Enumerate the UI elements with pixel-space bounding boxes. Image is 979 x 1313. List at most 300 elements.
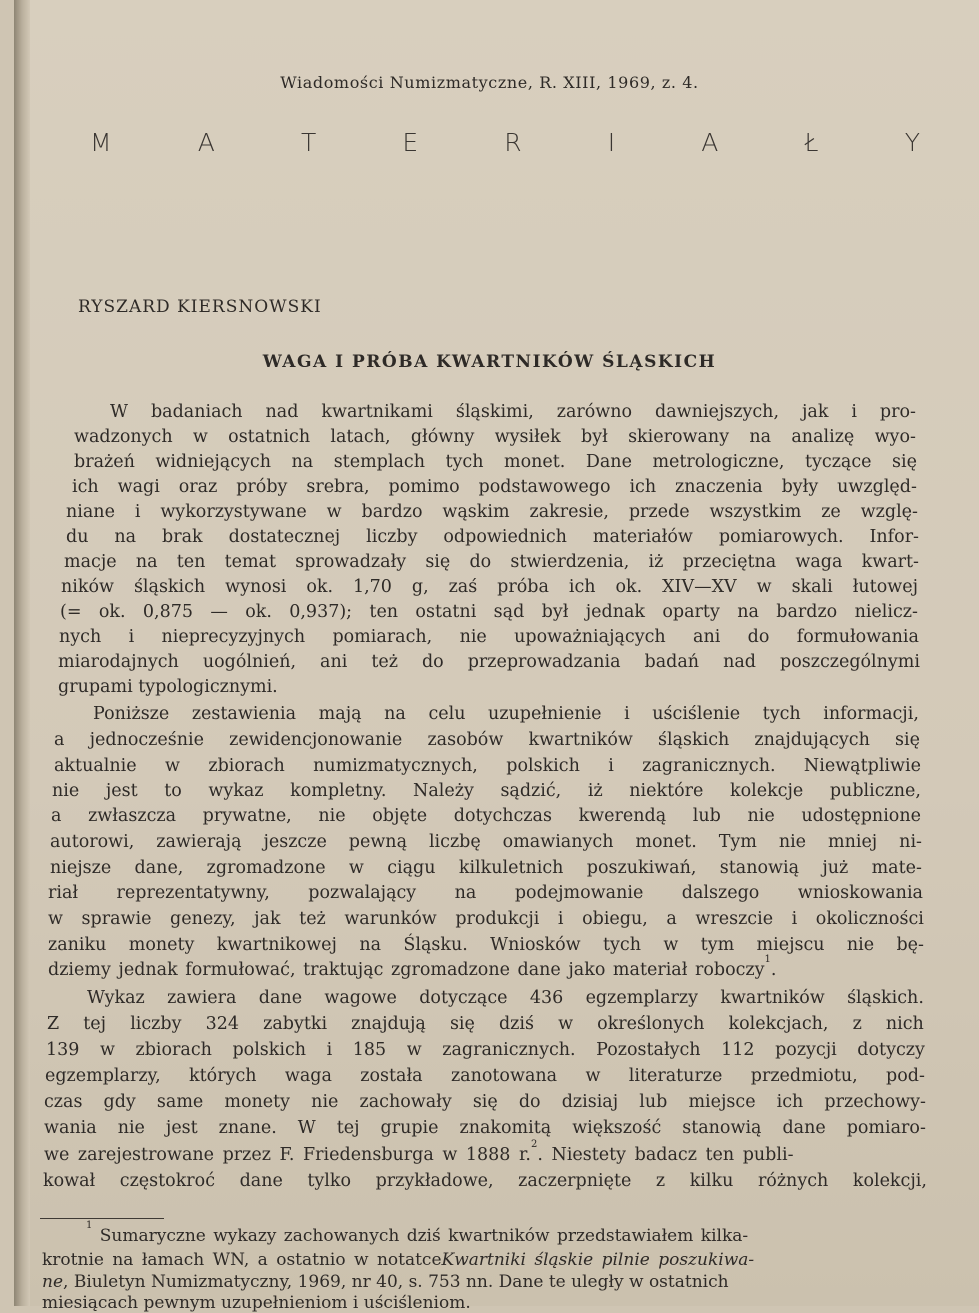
word: nie [311, 1092, 339, 1112]
word: W [297, 1118, 316, 1138]
word: warunków [344, 909, 437, 929]
word: — [210, 602, 228, 622]
book-spine-shadow [14, 0, 30, 1306]
word: łutowej [852, 577, 918, 597]
word: kwartników [528, 730, 633, 750]
word: ok. [98, 602, 126, 622]
author-name: RYSZARD KIERSNOWSKI [78, 297, 322, 317]
word: Poniższe [93, 704, 170, 724]
word: nie [318, 806, 346, 826]
word: tej [83, 1014, 107, 1034]
word: widniejących [155, 452, 271, 472]
word: dotyczy [857, 1040, 925, 1060]
word: do [518, 1092, 541, 1112]
word: znakomitą [459, 1118, 552, 1138]
word: z [852, 1014, 862, 1034]
word: dostatecznej [228, 527, 341, 547]
word: kwerendą [578, 806, 667, 826]
word: bardzo [361, 502, 423, 522]
word: mają [318, 704, 362, 724]
text-line [58, 652, 920, 672]
word: większość [572, 1118, 662, 1138]
word: w [326, 502, 342, 522]
word: wagowe [324, 988, 397, 1008]
word: Pozostałych [596, 1040, 701, 1060]
word: temat [224, 552, 277, 572]
word: i [128, 627, 135, 647]
word: ich [629, 477, 657, 497]
section-letter: A [701, 128, 719, 157]
word: objęte [372, 806, 428, 826]
text-segment: . Niestety badacz ten publi- [537, 1145, 794, 1165]
word: kolekcje [729, 781, 804, 801]
word: przeciętna [682, 552, 777, 572]
word: na [114, 527, 137, 547]
text-segment: krotnie na łamach WN, a ostatnio w notatce [42, 1250, 442, 1270]
word: na [359, 935, 382, 955]
word: brak [162, 527, 203, 547]
word: znajdujących [754, 730, 870, 750]
section-letter: Y [904, 128, 920, 157]
word: uściślenie [652, 704, 741, 724]
footnote-line [86, 1220, 928, 1246]
word: różnych [757, 1171, 829, 1191]
text-line [60, 602, 918, 622]
word: literaturze [628, 1066, 723, 1086]
word: i [624, 704, 630, 724]
footnote-marker: 2 [531, 1139, 538, 1150]
text-line [48, 909, 924, 929]
word: wykorzystywane [160, 502, 307, 522]
word: zakresie, [529, 502, 609, 522]
text-line [48, 935, 924, 955]
word: jak [254, 909, 281, 929]
word: znane. [218, 1118, 277, 1138]
word: zarówno [556, 402, 633, 422]
journal-header: Wiadomości Numizmatyczne, R. XIII, 1969, z. 4. [280, 73, 699, 92]
text-line [54, 730, 920, 750]
word: tym [700, 935, 735, 955]
word: a [666, 909, 677, 929]
word: gdy [103, 1092, 136, 1112]
word: bę- [896, 935, 924, 955]
word: monety [224, 1092, 291, 1112]
word: produkcji [455, 909, 540, 929]
word: miarodajnych [58, 652, 179, 672]
word: bardzo [776, 602, 838, 622]
word: wagi [117, 477, 160, 497]
word: same [156, 1092, 204, 1112]
word: ciągu [387, 858, 436, 878]
text-segment: we zarejestrowane przez F. Friedensburga w 1888 r. [44, 1145, 531, 1165]
word: tych [603, 935, 641, 955]
word: zgromadzone [206, 858, 326, 878]
word: jeszcze [263, 832, 327, 852]
word: informacji, [823, 704, 919, 724]
text-line [48, 954, 928, 980]
word: waga [795, 552, 843, 572]
word: się [425, 552, 451, 572]
word: zawiera [167, 988, 237, 1008]
cited-title: Kwartniki śląskie pilnie poszukiwa- [441, 1250, 755, 1270]
word: kwart- [861, 552, 919, 572]
word: nieprecyzyjnych [161, 627, 306, 647]
word: w [164, 756, 180, 776]
word: egzemplarzy [585, 988, 698, 1008]
word: do [469, 552, 492, 572]
text-line [46, 1040, 925, 1060]
word: w [558, 1014, 574, 1034]
section-letter: R [504, 128, 522, 157]
text-line [48, 883, 923, 903]
word: sprawie [81, 909, 152, 929]
word: w [585, 1066, 601, 1086]
word: dzisiaj [561, 1092, 619, 1112]
word: stanowią [682, 1118, 762, 1138]
word: był [541, 602, 569, 622]
footnote-separator [40, 1218, 164, 1219]
word: Niewątpliwie [803, 756, 921, 776]
word: nie [117, 1118, 145, 1138]
word: iż [587, 781, 603, 801]
word: tej [336, 1118, 360, 1138]
word: kompletny. [290, 781, 387, 801]
word: kwartnikami [321, 402, 433, 422]
word: stwierdzenia, [510, 552, 630, 572]
word: już [822, 858, 849, 878]
text-line [93, 704, 919, 724]
word: 324 [205, 1014, 239, 1034]
word: została [360, 1066, 423, 1086]
word: skierowany [628, 427, 730, 447]
word: autorowi, [50, 832, 135, 852]
word: dane, [134, 858, 184, 878]
word: lub [639, 1092, 668, 1112]
word: 1,70 [352, 577, 392, 597]
word: ich [776, 1092, 804, 1112]
word: niektóre [629, 781, 704, 801]
word: a [54, 730, 65, 750]
word: 436 [529, 988, 564, 1008]
text-line [51, 806, 921, 826]
text-segment: dziemy jednak formułować, traktując zgromadzone dane jako materiał roboczy [48, 960, 765, 980]
word: riał [48, 883, 79, 903]
word: nich [885, 1014, 924, 1034]
text-line [87, 988, 924, 1008]
word: poszczególnymi [780, 652, 920, 672]
word: też [371, 652, 398, 672]
word: Z [47, 1014, 60, 1034]
word: zbiorach [135, 1040, 212, 1060]
word: na [135, 552, 158, 572]
text-line [110, 402, 916, 422]
word: nie [52, 781, 80, 801]
word: 0,937); [289, 602, 353, 622]
word: obiegu, [582, 909, 648, 929]
word: pomimo [388, 477, 460, 497]
word: uzupełnienie [488, 704, 602, 724]
word: odpowiednich [443, 527, 567, 547]
word: kolekcji, [852, 1171, 927, 1191]
footnote-marker: 1 [86, 1220, 93, 1231]
word: W [110, 402, 128, 422]
word: ok. [245, 602, 272, 622]
text-line [52, 781, 921, 801]
word: monet. [503, 452, 566, 472]
text-segment: Sumaryczne wykazy zachowanych dziś kwartników przedstawiałem kilka- [99, 1226, 749, 1246]
word: Śląsku. [403, 935, 468, 955]
word: XIV—XV [662, 577, 737, 597]
word: ostatni [415, 602, 477, 622]
word: wykaz [208, 781, 264, 801]
word: badań [644, 652, 700, 672]
word: podstawowego [478, 477, 611, 497]
word: pozwalający [308, 883, 417, 903]
text-line [61, 577, 918, 597]
word: nie [846, 935, 875, 955]
word: nie [747, 806, 775, 826]
text-line [59, 627, 919, 647]
word: kilku [689, 1171, 734, 1191]
word: śląskimi, [455, 402, 534, 422]
word: aktualnie [54, 756, 137, 776]
text-line [74, 427, 916, 447]
word: poszukiwań, [586, 858, 697, 878]
word: polskich [506, 756, 580, 776]
text-line [44, 1118, 926, 1138]
word: wynosi [225, 577, 287, 597]
text-line [72, 477, 917, 497]
text-line [50, 832, 922, 852]
word: liczbę [428, 832, 481, 852]
word: celu [428, 704, 466, 724]
word: na [737, 602, 759, 622]
word: wania [44, 1118, 97, 1138]
word: określonych [597, 1014, 705, 1034]
word: publiczne, [829, 781, 921, 801]
text-line [64, 552, 919, 572]
text-segment: . [770, 960, 777, 980]
word: śląskich. [847, 988, 924, 1008]
word: egzemplarzy, [45, 1066, 161, 1086]
word: jednocześnie [89, 730, 204, 750]
word: wszystkim [709, 502, 802, 522]
word: metrologiczne, [652, 452, 785, 472]
word: Dane [585, 452, 632, 472]
word: z [655, 1171, 666, 1191]
word: przechowy- [824, 1092, 926, 1112]
text-line [44, 1092, 926, 1112]
section-letter: E [402, 128, 419, 157]
word: uwzględ- [837, 477, 917, 497]
footnote-line [42, 1272, 928, 1292]
word: tych [762, 704, 801, 724]
word: się [892, 452, 917, 472]
word: w [756, 577, 772, 597]
word: ich [72, 477, 99, 497]
word: jednak [585, 602, 646, 622]
word: próby [236, 477, 288, 497]
text-line [54, 756, 921, 776]
word: sądzić, [500, 781, 562, 801]
word: zwłaszcza [88, 806, 177, 826]
word: Należy [413, 781, 474, 801]
text-line [47, 1014, 924, 1034]
word: latach, [330, 427, 391, 447]
word: i [134, 502, 141, 522]
word: znajdują [351, 1014, 426, 1034]
word: znaczenia [675, 477, 763, 497]
word: były [781, 477, 819, 497]
word: pomiarowych. [718, 527, 844, 547]
word: brażeń [74, 452, 135, 472]
word: w [192, 427, 208, 447]
word: dane [239, 1171, 283, 1191]
word: i [791, 909, 798, 929]
word: zasobów [427, 730, 504, 750]
cited-title: ne [42, 1272, 64, 1292]
word: pomiarach, [332, 627, 433, 647]
word: na [291, 452, 314, 472]
text-line [74, 452, 917, 472]
word: pewną [348, 832, 408, 852]
word: badaniach [150, 402, 243, 422]
word: ani [320, 652, 348, 672]
word: zaniku [48, 935, 107, 955]
text-line [66, 502, 918, 522]
word: zaś [448, 577, 478, 597]
word: wysiłek [494, 427, 561, 447]
word: ten [176, 552, 206, 572]
text-line [43, 1171, 927, 1191]
word: ostatnich [228, 427, 311, 447]
word: ich [568, 577, 596, 597]
word: wnioskowania [797, 883, 923, 903]
word: oparty [662, 602, 720, 622]
word: du [66, 527, 89, 547]
word: pod- [886, 1066, 925, 1086]
section-letter: M [90, 128, 112, 157]
word: genezy, [170, 909, 236, 929]
word: nielicz- [854, 602, 918, 622]
word: zabytki [263, 1014, 328, 1034]
word: zagranicznych. [642, 756, 776, 776]
word: zewidencjonowanie [229, 730, 403, 750]
word: zachowały [359, 1092, 452, 1112]
word: przedmiotu, [750, 1066, 858, 1086]
word: omawianych [502, 832, 614, 852]
word: numizmatycznych, [313, 756, 478, 776]
word: g, [411, 577, 429, 597]
word: których [189, 1066, 257, 1086]
word: pomiaro- [846, 1118, 926, 1138]
word: i [608, 756, 614, 776]
word: dalszego [681, 883, 760, 903]
word: jest [105, 781, 138, 801]
word: miejscu [756, 935, 825, 955]
word: w [406, 1040, 422, 1060]
word: był [581, 427, 608, 447]
word: liczby [366, 527, 418, 547]
word: nad [723, 652, 756, 672]
word: sprowadzały [295, 552, 407, 572]
word: się [895, 730, 920, 750]
word: zaczerpnięte [518, 1171, 632, 1191]
section-letter: Ł [804, 128, 819, 157]
footnote-line [42, 1250, 928, 1270]
word: wąskim [442, 502, 510, 522]
word: 139 [46, 1040, 80, 1060]
word: to [164, 781, 182, 801]
word: ten [369, 602, 399, 622]
word: kował [43, 1171, 96, 1191]
word: zagranicznych. [442, 1040, 576, 1060]
word: waga [284, 1066, 332, 1086]
word: przykładowe, [375, 1171, 494, 1191]
word: 112 [721, 1040, 755, 1060]
text-line: grupami typologicznymi. [58, 677, 278, 697]
word: liczby [130, 1014, 182, 1034]
word: tyczące [804, 452, 872, 472]
word: się [449, 1014, 475, 1034]
word: do [421, 652, 444, 672]
word: skali [791, 577, 833, 597]
word: grupie [380, 1118, 439, 1138]
word: miejsce [688, 1092, 756, 1112]
word: przeprowadzania [467, 652, 621, 672]
word: 0,875 [142, 602, 193, 622]
word: częstokroć [119, 1171, 216, 1191]
word: śląskich [658, 730, 730, 750]
word: też [299, 909, 326, 929]
word: kwartników [720, 988, 825, 1008]
word: zawierają [156, 832, 242, 852]
section-letter: T [300, 128, 317, 157]
word: prywatne, [202, 806, 292, 826]
word: materiałów [592, 527, 693, 547]
word: stemplach [333, 452, 425, 472]
word: ok. [306, 577, 334, 597]
word: kilkuletnich [458, 858, 564, 878]
text-line [50, 858, 922, 878]
word: formułowania [796, 627, 919, 647]
word: nad [265, 402, 299, 422]
word: i [557, 909, 564, 929]
word: mniej [827, 832, 878, 852]
word: monety [128, 935, 195, 955]
word: w [663, 935, 679, 955]
word: iż [648, 552, 664, 572]
word: kolekcjach, [728, 1014, 829, 1034]
section-letter: I [607, 128, 616, 157]
word: analizę [791, 427, 855, 447]
word: dotychczas [453, 806, 552, 826]
word: ze [821, 502, 841, 522]
section-letter: A [197, 128, 215, 157]
section-title [90, 128, 920, 157]
word: tych [445, 452, 484, 472]
word: dane [782, 1118, 826, 1138]
word: oraz [178, 477, 218, 497]
word: ników [61, 577, 114, 597]
word: przede [628, 502, 690, 522]
article-title: WAGA I PRÓBA KWARTNIKÓW ŚLĄSKICH [262, 352, 717, 372]
footnote-line: miesiącach pewnym uzupełnieniom i uściśleniom. [42, 1293, 471, 1313]
word: nie [778, 832, 807, 852]
word: 185 [352, 1040, 387, 1060]
word: uogólnień, [202, 652, 297, 672]
word: Tym [718, 832, 757, 852]
